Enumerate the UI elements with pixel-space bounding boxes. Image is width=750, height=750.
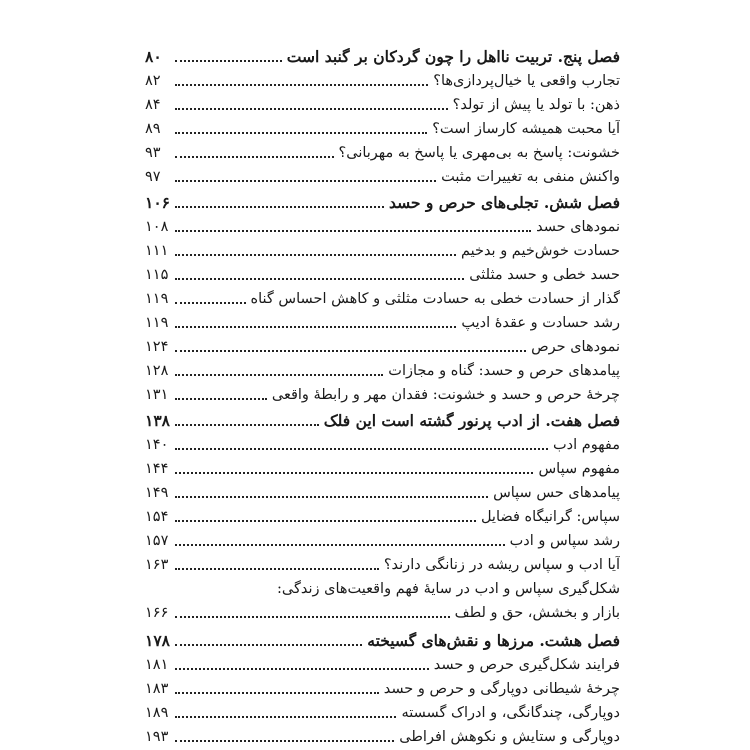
page-number: ۱۸۱ <box>145 657 169 673</box>
toc-entry-row <box>145 358 620 380</box>
page-number: ۸۰ <box>145 47 162 66</box>
toc-entry-row <box>145 164 620 186</box>
entry-title: خشونت: پاسخ به بی‌مهری یا پاسخ به مهربانی؟ <box>338 145 620 161</box>
dot-leader <box>175 156 334 158</box>
page-number: ۱۳۸ <box>145 411 170 430</box>
dot-leader <box>175 108 448 110</box>
page-number: ۱۹۳ <box>145 729 169 745</box>
dot-leader <box>175 568 379 570</box>
entry-title: بازار و بخشش، حق و لطف <box>454 605 620 621</box>
toc-entry-row <box>145 382 620 404</box>
entry-title: نمودهای حرص <box>531 339 620 355</box>
dot-leader <box>175 278 464 280</box>
dot-leader <box>175 448 548 450</box>
dot-leader <box>175 132 427 134</box>
dot-leader <box>175 668 429 670</box>
dot-leader <box>175 472 533 474</box>
toc-entry-row <box>145 456 620 478</box>
toc-entry-row <box>145 600 620 622</box>
dot-leader <box>175 60 282 62</box>
entry-title: نمودهای حسد <box>536 219 620 235</box>
chapter-title: فصل شش. تجلی‌های حرص و حسد <box>388 194 620 212</box>
dot-leader <box>175 544 505 546</box>
entry-title: حسادت خوش‌خیم و بدخیم <box>460 243 620 259</box>
toc-chapter-row <box>145 628 620 650</box>
toc-entry-row <box>145 116 620 138</box>
dot-leader <box>175 740 394 742</box>
page-number: ۹۳ <box>145 145 161 161</box>
page-number: ۱۴۴ <box>145 461 169 477</box>
page-number: ۱۸۳ <box>145 681 169 697</box>
toc-entry-row <box>145 68 620 90</box>
entry-title: دوپارگی و ستایش و نکوهش افراطی <box>399 729 620 745</box>
toc-chapter-row <box>145 190 620 212</box>
toc-entry-row <box>145 528 620 550</box>
page-number: ۱۳۱ <box>145 387 169 403</box>
entry-title: شکل‌گیری سپاس و ادب در سایهٔ فهم واقعیت‌های زندگی: <box>276 581 620 597</box>
page-number: ۱۱۹ <box>145 315 169 331</box>
entry-title: چرخهٔ شیطانی دوپارگی و حرص و حسد <box>383 681 620 697</box>
chapter-title: فصل هفت. از ادب پرنور گشته است این فلک <box>323 412 620 430</box>
toc-entry-row <box>145 214 620 236</box>
toc-entry-row <box>145 310 620 332</box>
dot-leader <box>175 716 396 718</box>
entry-title: رشد حسادت و عقدهٔ ادیپ <box>461 315 620 331</box>
dot-leader <box>175 398 267 400</box>
page-number: ۱۶۳ <box>145 557 169 573</box>
toc-entry-row <box>145 700 620 722</box>
entry-title: پیامدهای حس سپاس <box>493 485 620 501</box>
entry-title: فرایند شکل‌گیری حرص و حسد <box>433 657 620 673</box>
entry-title: دوپارگی، چندگانگی، و ادراک گسسته <box>401 705 620 721</box>
dot-leader <box>175 520 476 522</box>
dot-leader <box>175 424 319 426</box>
toc-entry-row <box>145 652 620 674</box>
toc-entry-row <box>145 480 620 502</box>
page-number: ۱۱۱ <box>145 243 169 259</box>
dot-leader <box>175 644 362 646</box>
page-number: ۱۱۹ <box>145 291 169 307</box>
page-number: ۱۷۸ <box>145 631 170 650</box>
dot-leader <box>175 180 436 182</box>
chapter-title: فصل هشت. مرزها و نقش‌های گسیخته <box>367 632 620 650</box>
entry-title: حسد خطی و حسد مثلثی <box>469 267 620 283</box>
entry-title: چرخهٔ حرص و حسد و خشونت: فقدان مهر و رابطهٔ واقعی <box>271 387 620 403</box>
page-number: ۱۵۷ <box>145 533 169 549</box>
toc-chapter-row <box>145 44 620 66</box>
dot-leader <box>175 230 531 232</box>
dot-leader <box>175 350 526 352</box>
entry-title: ذهن: با تولد یا پیش از تولد؟ <box>452 97 620 113</box>
page-number: ۱۴۰ <box>145 437 169 453</box>
chapter-title: فصل پنج. تربیت نااهل را چون گردکان بر گنبد است <box>286 48 620 66</box>
page-number: ۱۵۴ <box>145 509 169 525</box>
page-number: ۱۶۶ <box>145 605 169 621</box>
toc-entry-row <box>145 676 620 698</box>
page-number: ۱۲۸ <box>145 363 169 379</box>
toc-entry-row <box>145 238 620 260</box>
dot-leader <box>175 616 450 618</box>
toc-entry-row <box>145 552 620 574</box>
entry-title: مفهوم سپاس <box>538 461 620 477</box>
dot-leader <box>175 326 456 328</box>
dot-leader <box>175 496 488 498</box>
entry-title: تجارب واقعی یا خیال‌پردازی‌ها؟ <box>433 73 620 89</box>
entry-title: پیامدهای حرص و حسد: گناه و مجازات <box>388 363 620 379</box>
dot-leader <box>175 254 456 256</box>
toc-entry-row <box>145 286 620 308</box>
page-number: ۱۲۴ <box>145 339 169 355</box>
entry-title: رشد سپاس و ادب <box>509 533 620 549</box>
page-number: ۱۸۹ <box>145 705 169 721</box>
entry-title: گذار از حسادت خطی به حسادت مثلثی و کاهش احساس گناه <box>250 291 620 307</box>
entry-title: آیا محبت همیشه کارساز است؟ <box>432 121 620 137</box>
page-number: ۹۷ <box>145 169 161 185</box>
page-number: ۱۴۹ <box>145 485 169 501</box>
toc-entry-row <box>145 576 620 598</box>
toc-entry-row <box>145 334 620 356</box>
entry-title: مفهوم ادب <box>553 437 620 453</box>
page-number: ۱۰۶ <box>145 193 170 212</box>
entry-title: آیا ادب و سپاس ریشه در زنانگی دارند؟ <box>383 557 620 573</box>
dot-leader <box>175 374 383 376</box>
toc-chapter-row <box>145 408 620 430</box>
dot-leader <box>175 302 246 304</box>
page-number: ۱۱۵ <box>145 267 169 283</box>
toc-entry-row <box>145 92 620 114</box>
dot-leader <box>175 206 384 208</box>
toc-entry-row <box>145 262 620 284</box>
page-number: ۸۲ <box>145 73 161 89</box>
entry-title: سپاس: گرانیگاه فضایل <box>480 509 620 525</box>
toc-entry-row <box>145 724 620 746</box>
toc-entry-row <box>145 140 620 162</box>
page-number: ۸۴ <box>145 97 161 113</box>
dot-leader <box>175 84 428 86</box>
page-number: ۱۰۸ <box>145 219 169 235</box>
toc-entry-row <box>145 432 620 454</box>
dot-leader <box>175 692 379 694</box>
page-number: ۸۹ <box>145 121 161 137</box>
entry-title: واکنش منفی به تغییرات مثبت <box>441 169 620 185</box>
toc-entry-row <box>145 504 620 526</box>
